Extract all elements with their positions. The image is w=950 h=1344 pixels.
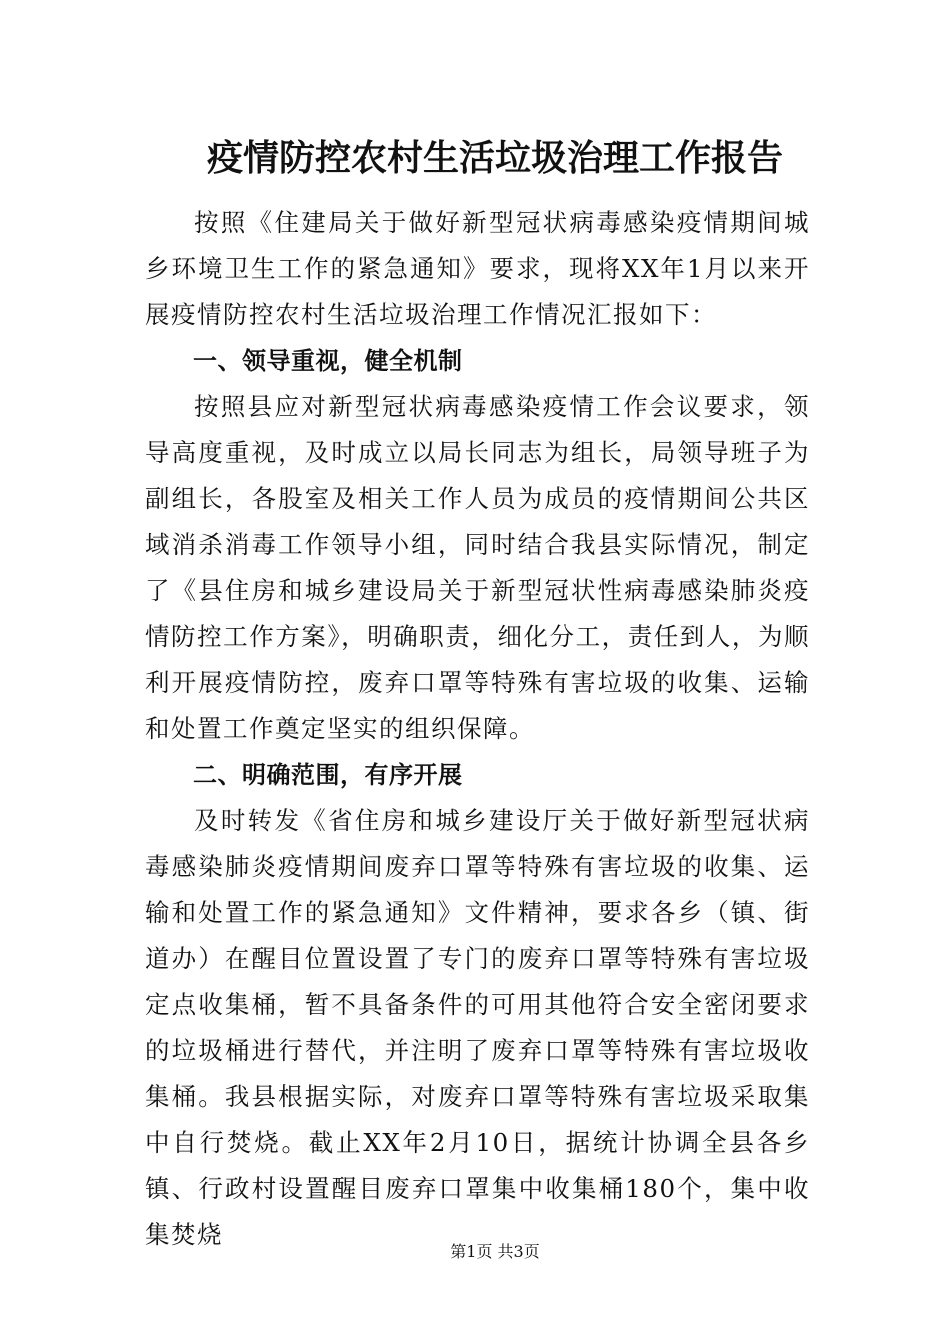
document-title: 疫情防控农村生活垃圾治理工作报告: [206, 137, 783, 179]
intro-paragraph: 按照《住建局关于做好新型冠状病毒感染疫情期间城乡环境卫生工作的紧急通知》要求，现将XX年1月以来开展疫情防控农村生活垃圾治理工作情况汇报如下：: [145, 208, 810, 329]
section-body-leadership: 按照县应对新型冠状病毒感染疫情工作会议要求，领导高度重视，及时成立以局长同志为组长，局领导班子为副组长，各股室及相关工作人员为成员的疫情期间公共区域消杀消毒工作领导小组，同时结合我县实际情况，制定了《县住房和城乡建设局关于新型冠状性病毒感染肺炎疫情防控工作方案》，明确职责，细化分工，责任到人，为顺利开展疫情防控，废弃口罩等特殊有害垃圾的收集、运输和处置工作奠定坚实的组织保障。: [145, 392, 810, 743]
section-body-scope: 及时转发《省住房和城乡建设厅关于做好新型冠状病毒感染肺炎疫情期间废弃口罩等特殊有害垃圾的收集、运输和处置工作的紧急通知》文件精神，要求各乡（镇、街道办）在醒目位置设置了专门的废弃口罩等特殊有害垃圾定点收集桶，暂不具备条件的可用其他符合安全密闭要求的垃圾桶进行替代，并注明了废弃口罩等特殊有害垃圾收集桶。我县根据实际，对废弃口罩等特殊有害垃圾采取集中自行焚烧。截止XX年2月10日，据统计协调全县各乡镇、行政村设置醒目废弃口罩集中收集桶180个，集中收集焚烧: [145, 806, 810, 1249]
section-heading-leadership: 一、领导重视，健全机制: [193, 347, 463, 375]
section-heading-scope: 二、明确范围，有序开展: [193, 761, 463, 789]
document-body: [145, 200, 810, 1258]
page-footer: 第1页 共3页: [450, 1242, 540, 1261]
